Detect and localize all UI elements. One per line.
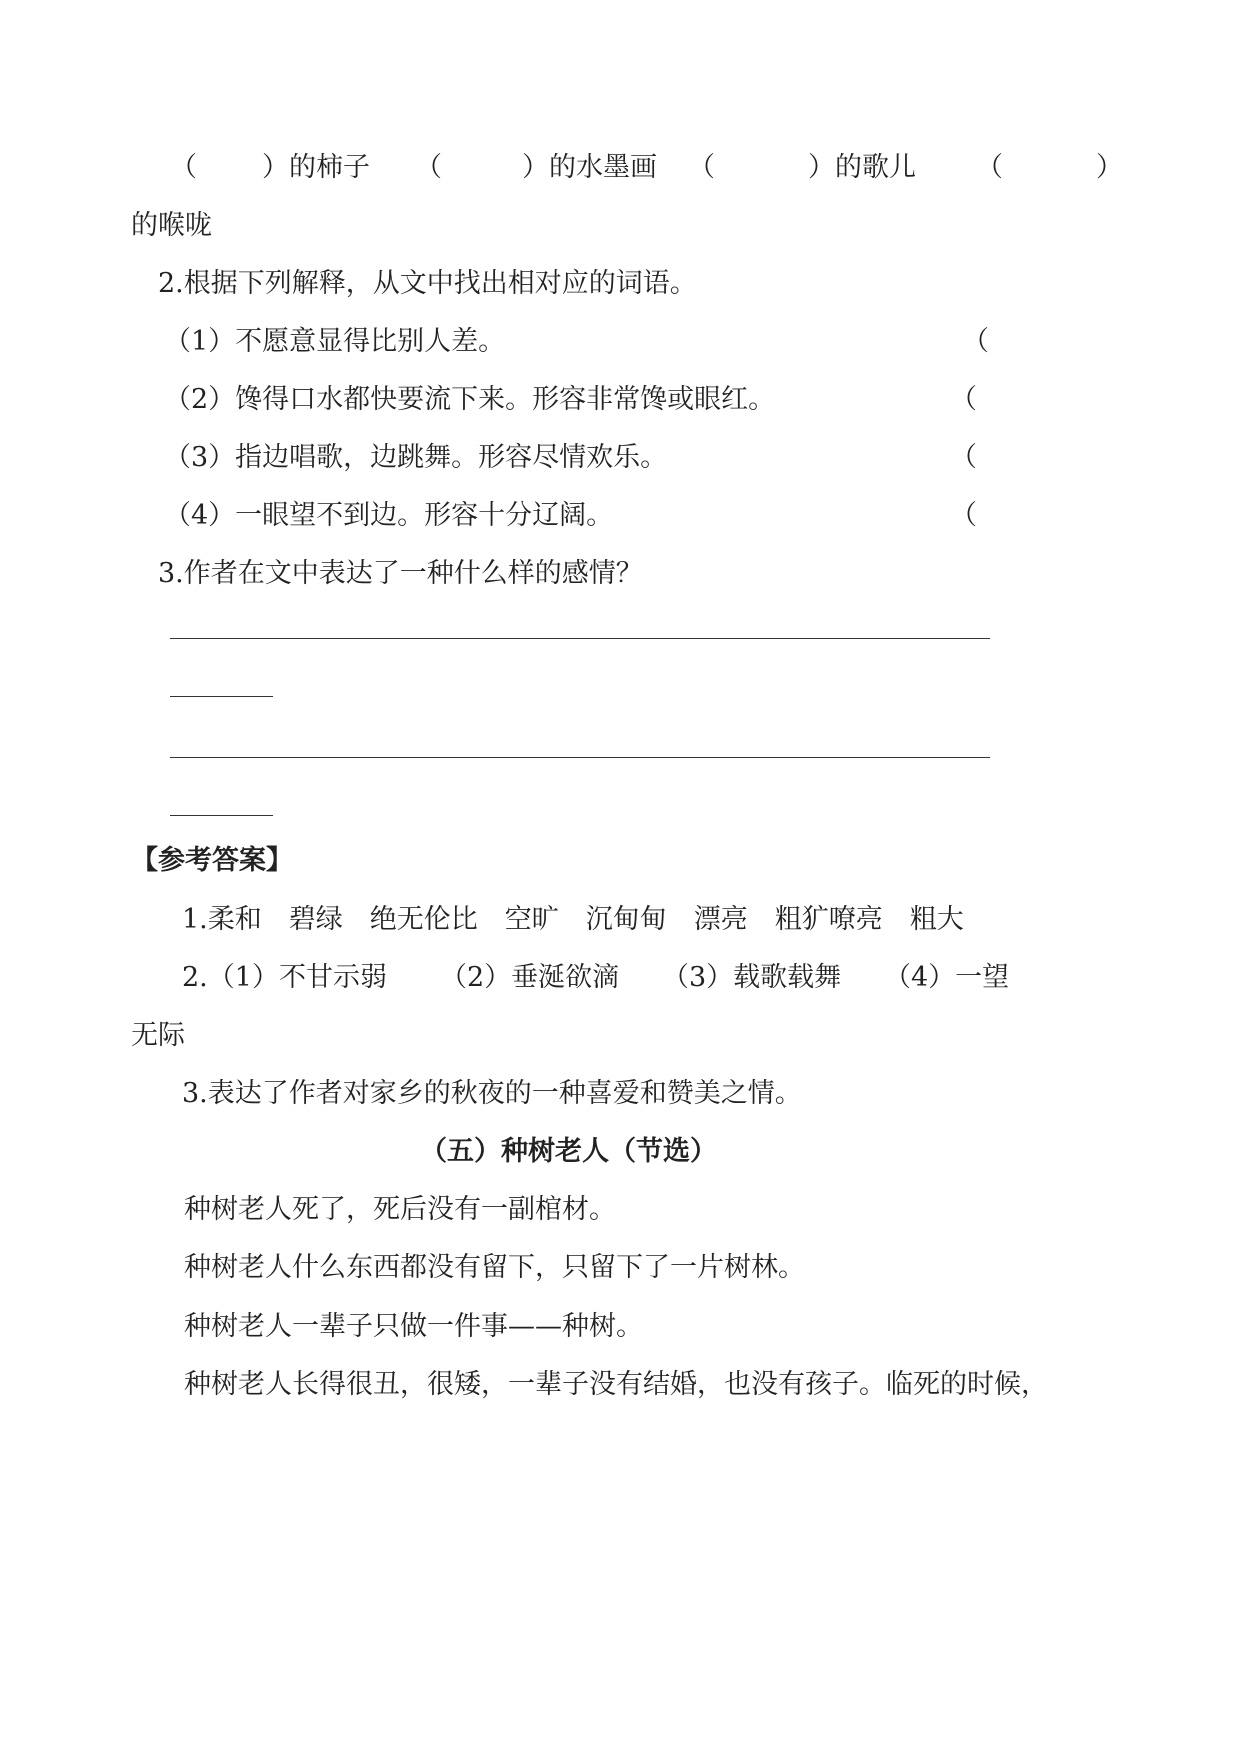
answer-2-item-1: 2.（1）不甘示弱 xyxy=(182,962,387,993)
passage-paragraph-4: 种树老人长得很丑，很矮，一辈子没有结婚，也没有孩子。临死的时候， xyxy=(184,1369,1048,1400)
q2-answer-paren-3: （ xyxy=(950,442,977,473)
q1-blank-3-open: （ xyxy=(688,152,715,183)
q3-answer-line-1 xyxy=(170,638,990,639)
answer-2-item-4: （4）一望 xyxy=(884,962,1010,993)
q1-blank-2-close: ） xyxy=(522,152,549,183)
answer-2-tail: 无际 xyxy=(131,1020,185,1051)
q1-item-4: 的喉咙 xyxy=(131,210,212,241)
q2-item-4: （4）一眼望不到边。形容十分辽阔。 xyxy=(164,500,614,531)
answer-1: 1.柔和 碧绿 绝无伦比 空旷 沉甸甸 漂亮 粗犷嘹亮 粗大 xyxy=(182,904,964,935)
q2-item-1: （1）不愿意显得比别人差。 xyxy=(164,326,506,357)
q1-blank-1-close: ） xyxy=(262,152,289,183)
answer-2-item-3: （3）载歌载舞 xyxy=(662,962,842,993)
q2-item-2: （2）馋得口水都快要流下来。形容非常馋或眼红。 xyxy=(164,384,776,415)
passage-paragraph-3: 种树老人一辈子只做一件事——种树。 xyxy=(184,1311,643,1342)
passage-paragraph-2: 种树老人什么东西都没有留下，只留下了一片树林。 xyxy=(184,1252,805,1283)
q3-stem: 3.作者在文中表达了一种什么样的感情？ xyxy=(158,558,643,589)
q3-answer-line-2 xyxy=(170,757,990,758)
q1-blank-2-open: （ xyxy=(415,152,442,183)
q2-stem: 2.根据下列解释，从文中找出相对应的词语。 xyxy=(158,268,697,299)
q3-answer-line-1-tail xyxy=(170,696,273,697)
passage-paragraph-1: 种树老人死了，死后没有一副棺材。 xyxy=(184,1194,616,1225)
passage-title: （五）种树老人（节选） xyxy=(420,1136,717,1167)
q1-item-2: 的水墨画 xyxy=(549,152,657,183)
q1-blank-4-close: ） xyxy=(1096,152,1123,183)
q1-item-3: 的歌儿 xyxy=(835,152,916,183)
answer-2-item-2: （2）垂涎欲滴 xyxy=(440,962,620,993)
q1-blank-1-open: （ xyxy=(170,152,197,183)
q2-answer-paren-1: （ xyxy=(962,326,989,357)
q1-blank-3-close: ） xyxy=(808,152,835,183)
answer-3: 3.表达了作者对家乡的秋夜的一种喜爱和赞美之情。 xyxy=(182,1078,802,1109)
q2-answer-paren-4: （ xyxy=(950,500,977,531)
q1-item-1: 的柿子 xyxy=(289,152,370,183)
q1-blank-4-open: （ xyxy=(976,152,1003,183)
q2-item-3: （3）指边唱歌，边跳舞。形容尽情欢乐。 xyxy=(164,442,668,473)
q3-answer-line-2-tail xyxy=(170,815,273,816)
answer-header: 【参考答案】 xyxy=(131,845,293,876)
q2-answer-paren-2: （ xyxy=(950,384,977,415)
